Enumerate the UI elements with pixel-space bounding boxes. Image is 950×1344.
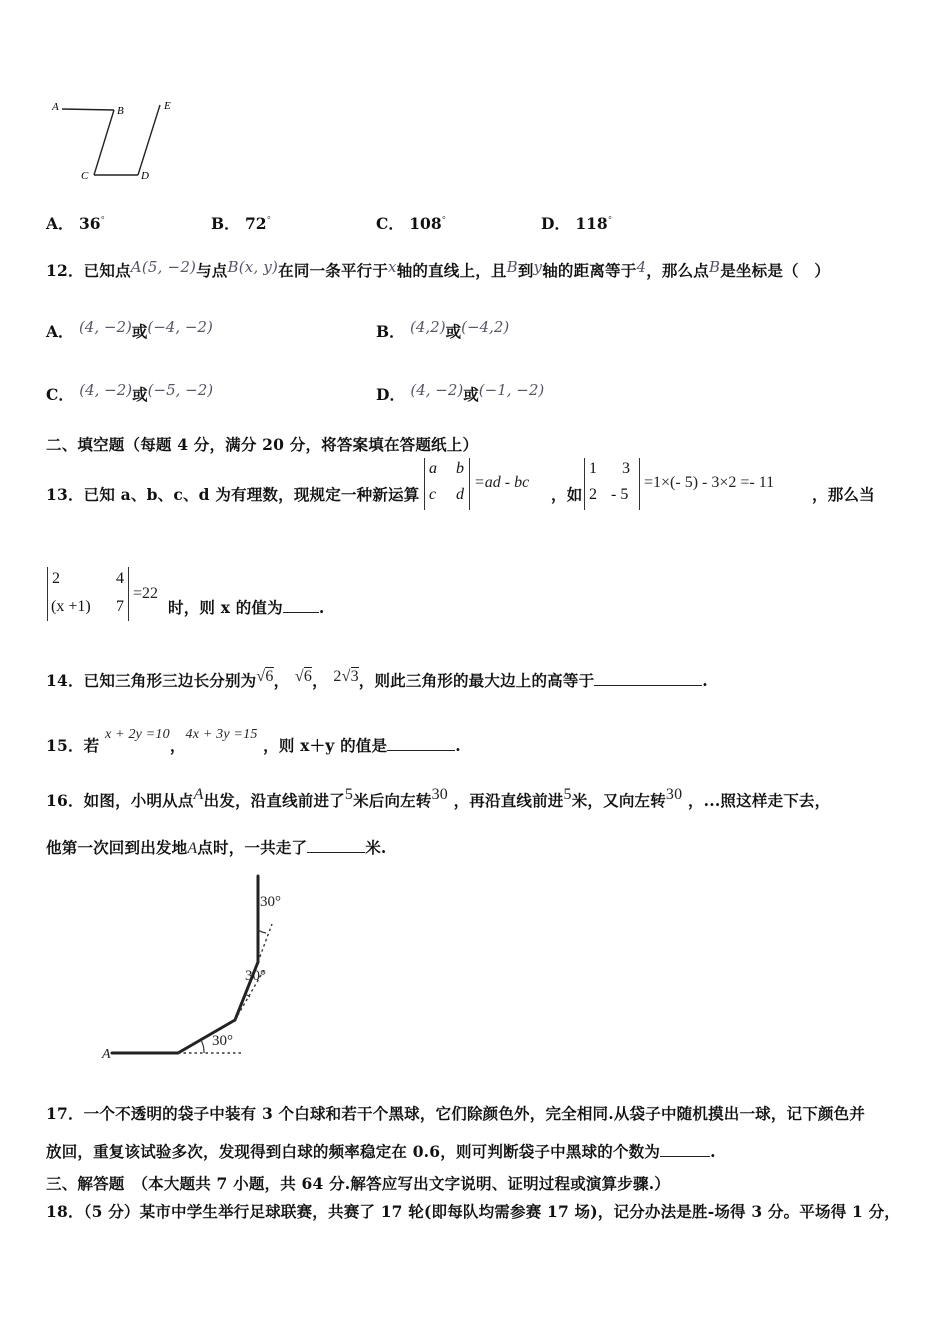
q13-answer-blank[interactable] (283, 598, 319, 613)
q16-stem-line2: 他第一次回到出发地A点时，一共走了 米. (46, 838, 387, 857)
q11-option-a[interactable]: A． 36° (46, 214, 106, 233)
q14-answer-blank[interactable] (594, 671, 702, 686)
q11-option-b[interactable]: B． 72° (211, 214, 272, 233)
sqrt-6-b: √6 (294, 668, 313, 685)
q16-stem-line1: 16．如图，小明从点A出发，沿直线前进了5米后向左转30 ，再沿直线前进5米，又向左转30 ，...照这样走下去， (46, 786, 831, 810)
q13-example-result: =1×(- 5) - 3×2 =- 11 (644, 474, 775, 491)
section-3-title: 三、解答题 （本大题共 7 小题，共 64 分.解答应写出文字说明、证明过程或演算步骤.） (46, 1174, 670, 1193)
q18-stem-line1: 18．（5 分）某市中学生举行足球联赛，共赛了 17 轮(即每队均需参赛 17 场)，记分办法是胜-场得 3 分。平场得 1 分， (46, 1202, 900, 1221)
q16-figure (100, 872, 310, 1064)
q15-answer-blank[interactable] (387, 736, 455, 751)
start-label: A (102, 1047, 111, 1062)
angle-label-2: 30° (245, 968, 266, 984)
q15-stem: 15．若 x + 2y =10，4x + 3y =15 ，则 x＋y 的值是 . (46, 727, 461, 755)
label-c: C (81, 170, 89, 182)
sqrt-6-a: √6 (256, 668, 274, 685)
segment-ab (62, 109, 114, 110)
angle-label-1: 30° (212, 1033, 233, 1049)
q13-condition: =22 (133, 585, 159, 602)
q13-then-label: ，那么当 (812, 485, 875, 504)
q12-option-d[interactable]: D． (4, −2)或(−1, −2) (376, 381, 545, 404)
label-a: A (52, 101, 59, 113)
q12-stem: 12．已知点A(5, −2)与点B(x, y)在同一条平行于x轴的直线上，且B到y轴的距离等于4，那么点B是坐标是（ ） (46, 258, 831, 280)
q16-answer-blank[interactable] (307, 838, 365, 853)
segment-bc (94, 110, 114, 175)
q12-option-c[interactable]: C． (4, −2)或(−5, −2) (46, 381, 214, 404)
q13-determinant-3: 2 4 (x +1) 7 (47, 567, 129, 621)
label-b: B (117, 105, 124, 117)
two-sqrt-3: 2√3 (333, 668, 359, 685)
q14-stem: 14．已知三角形三边长分别为√6， √6， 2√3，则此三角形的最大边上的高等于 . (46, 668, 708, 690)
q13-determinant-2: 1 3 2 - 5 (584, 458, 640, 510)
q13-question: 时，则 x 的值为 . (168, 598, 325, 617)
q11-figure (48, 96, 188, 188)
q13-stem: 13．已知 a、b、c、d 为有理数，现规定一种新运算 (46, 485, 420, 504)
segment-de (138, 105, 160, 175)
angle-label-3: 30° (260, 894, 281, 910)
q13-example-label: ，如 (551, 485, 583, 504)
section-2-title: 二、填空题（每题 4 分，满分 20 分，将答案填在答题纸上） (46, 435, 479, 454)
q13-determinant-1: a b c d (424, 458, 470, 510)
q17-stem-line1: 17．一个不透明的袋子中装有 3 个白球和若干个黑球，它们除颜色外，完全相同.从袋子中随机摸出一球，记下颜色并 (46, 1104, 866, 1123)
q17-answer-blank[interactable] (660, 1142, 710, 1157)
q11-option-d[interactable]: D． 118° (541, 214, 613, 233)
q12-option-b[interactable]: B． (4,2)或(−4,2) (376, 318, 510, 341)
label-d: D (141, 170, 149, 182)
q17-stem-line2: 放回，重复该试验多次，发现得到白球的频率稳定在 0.6，则可判断袋子中黑球的个数为 . (46, 1142, 716, 1161)
q12-option-a[interactable]: A． (4, −2)或(−4, −2) (46, 318, 213, 341)
q11-option-c[interactable]: C． 108° (376, 214, 447, 233)
label-e: E (164, 100, 171, 112)
q13-formula: =ad - bc (474, 474, 530, 491)
